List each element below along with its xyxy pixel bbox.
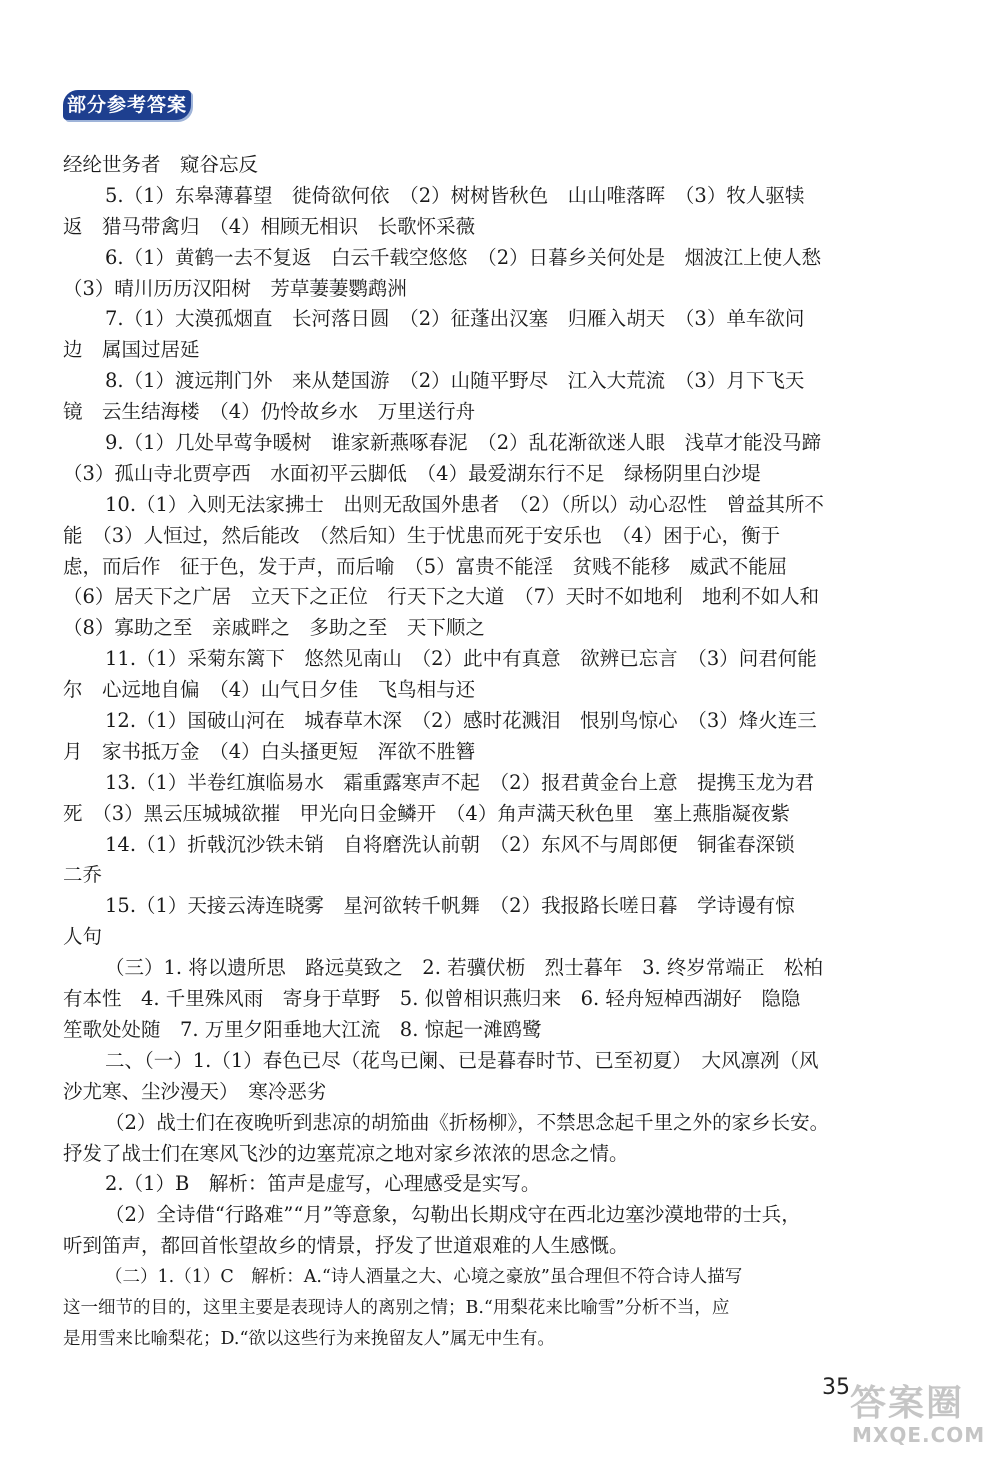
answer-line: 二乔	[63, 863, 103, 887]
answer-line: 14.（1）折戟沉沙铁未销 自将磨洗认前朝 （2）东风不与周郎便 铜雀春深锁	[105, 832, 795, 856]
answer-line: 经纶世务者 窥谷忘反	[63, 153, 259, 176]
answer-line: （2）战士们在夜晚听到悲凉的胡笳曲《折杨柳》，不禁思念起千里之外的家乡长安。	[105, 1110, 830, 1134]
answer-line: 抒发了战士们在寒风飞沙的边塞荒凉之地对家乡浓浓的思念之情。	[63, 1141, 629, 1165]
answer-line: 能 （3）人恒过，然后能改 （然后知）生于忧患而死于安乐也 （4）困于心，衡于	[63, 523, 781, 547]
answer-line: 13.（1）半卷红旗临易水 霜重露寒声不起 （2）报君黄金台上意 提携玉龙为君	[105, 770, 815, 794]
answer-line: 5.（1）东皋薄暮望 徙倚欲何依 （2）树树皆秋色 山山唯落晖 （3）牧人驱犊	[105, 183, 805, 207]
answer-line: 死 （3）黑云压城城欲摧 甲光向日金鳞开 （4）角声满天秋色里 塞上燕脂凝夜紫	[63, 801, 790, 825]
answer-line: 2.（1）B 解析：笛声是虚写，心理感受是实写。	[105, 1172, 541, 1196]
answer-line: 6.（1）黄鹤一去不复返 白云千载空悠悠 （2）日暮乡关何处是 烟波江上使人愁	[105, 245, 822, 269]
answer-content	[63, 150, 871, 1355]
answer-line: 11.（1）采菊东篱下 悠然见南山 （2）此中有真意 欲辨已忘言 （3）问君何能	[105, 647, 817, 671]
answer-line: （8）寡助之至 亲戚畔之 多助之至 天下顺之	[63, 616, 485, 640]
answer-line: （3）晴川历历汉阳树 芳草萋萋鹦鹉洲	[63, 276, 407, 300]
answer-line: （6）居天下之广居 立天下之正位 行天下之大道 （7）天时不如地利 地利不如人和	[63, 585, 820, 609]
answer-line: 虑，而后作 征于色，发于声，而后喻 （5）富贵不能淫 贫贱不能移 威武不能屈	[63, 554, 788, 578]
answer-line: 15.（1）天接云涛连晓雾 星河欲转千帆舞 （2）我报路长嗟日暮 学诗谩有惊	[105, 894, 795, 918]
answer-line: 听到笛声，都回首怅望故乡的情景，抒发了世道艰难的人生感慨。	[63, 1234, 629, 1258]
answer-line: 有本性 4. 千里殊风雨 寄身于草野 5. 似曾相识燕归来 6. 轻舟短棹西湖好 隐隐	[63, 987, 801, 1011]
answer-line: （2）全诗借“行路难”“月”等意象，勾勒出长期戍守在西北边塞沙漠地带的士兵，	[105, 1203, 801, 1227]
answer-line: 这一细节的目的，这里主要是表现诗人的离别之情；B.“用梨花来比喻雪”分析不当，应	[63, 1297, 730, 1318]
answer-line: 沙尤寒、尘沙漫天） 寒冷恶劣	[63, 1079, 327, 1103]
answer-line: 返 猎马带禽归 （4）相顾无相识 长歌怀采薇	[63, 214, 476, 238]
answer-line: 二、（一）1.（1）春色已尽（花鸟已阑、已是暮春时节、已至初夏） 大风凛冽（风	[105, 1048, 819, 1072]
answer-line: 是用雪来比喻梨花；D.“欲以这些行为来挽留友人”属无中生有。	[63, 1328, 555, 1349]
watermark	[840, 1375, 990, 1455]
answer-line: （三）1. 将以遗所思 路远莫致之 2. 若骥伏枥 烈士暮年 3. 终岁常端正 松柏	[105, 956, 823, 980]
answer-line: （二）1.（1）C 解析：A.“诗人酒量之大、心境之豪放”虽合理但不符合诗人描写	[105, 1267, 743, 1288]
answer-line: 12.（1）国破山河在 城春草木深 （2）感时花溅泪 恨别鸟惊心 （3）烽火连三	[105, 709, 817, 733]
answer-line: （3）孤山寺北贾亭西 水面初平云脚低 （4）最爱湖东行不足 绿杨阴里白沙堤	[63, 461, 761, 485]
answer-line: 笙歌处处随 7. 万里夕阳垂地大江流 8. 惊起一滩鸥鹭	[63, 1017, 542, 1041]
section-header-text: 部分参考答案	[66, 94, 187, 116]
answer-line: 人句	[63, 925, 103, 949]
watermark-logo: 答案圈	[850, 1383, 965, 1424]
page-number: 35	[822, 1375, 850, 1400]
answer-line: 8.（1）渡远荆门外 来从楚国游 （2）山随平野尽 江入大荒流 （3）月下飞天	[105, 369, 805, 393]
answer-line: 10.（1）入则无法家拂士 出则无敌国外患者 （2）（所以）动心忍性 曾益其所不	[105, 492, 824, 516]
section-header-badge	[63, 90, 191, 120]
answer-line: 7.（1）大漠孤烟直 长河落日圆 （2）征蓬出汉塞 归雁入胡天 （3）单车欲问	[105, 307, 805, 331]
answer-line: 月 家书抵万金 （4）白头搔更短 浑欲不胜簪	[63, 739, 476, 763]
answer-line: 边 属国过居延	[63, 338, 200, 362]
answer-line: 9.（1）几处早莺争暖树 谁家新燕啄春泥 （2）乱花渐欲迷人眼 浅草才能没马蹄	[105, 431, 822, 455]
answer-line: 镜 云生结海楼 （4）仍怜故乡水 万里送行舟	[63, 400, 476, 424]
answer-line: 尔 心远地自偏 （4）山气日夕佳 飞鸟相与还	[63, 678, 476, 702]
watermark-site: MXQE.COM	[852, 1423, 986, 1447]
